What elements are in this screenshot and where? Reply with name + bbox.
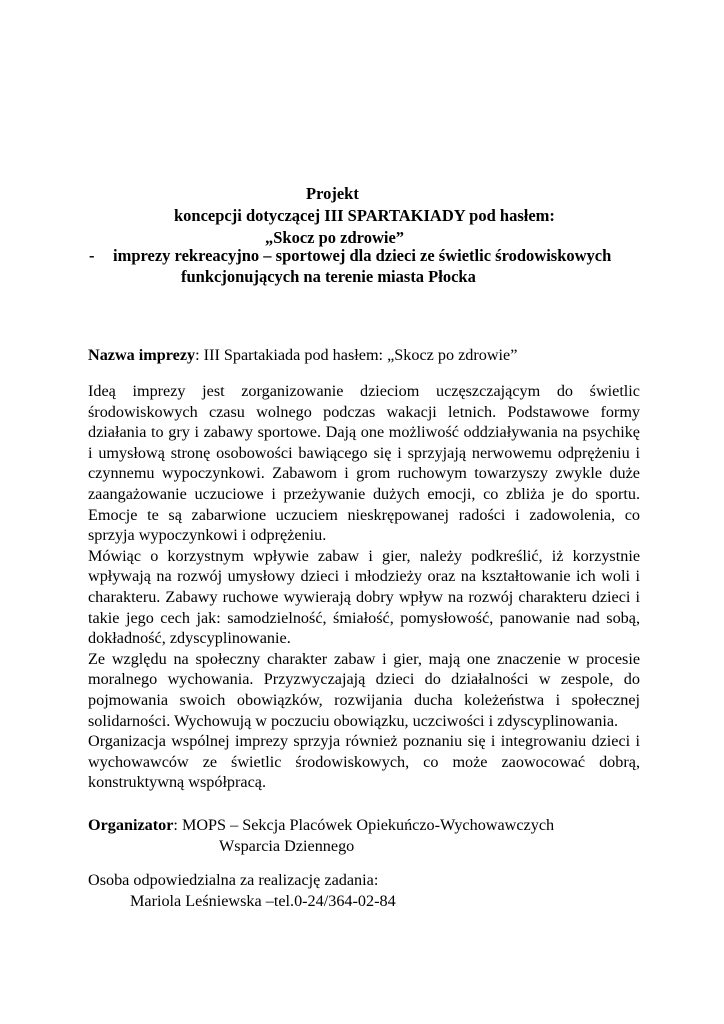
title-imprezy-line bbox=[89, 245, 611, 267]
paragraph-social: Ze względu na społeczny charakter zabaw i gier, mają one znaczenie w procesie moralnego wychowania. Przyzwyczajają dzieci do działalności w zespole, do pojmowania swoich obowiązków, rozwijania ducha koleżeństwa i społecznej solidarności. Wychowują w poczuciu obowiązku, uczciwości i zdyscyplinowania. bbox=[88, 649, 640, 730]
responsible-label: Osoba odpowiedzialna za realizację zadania: bbox=[88, 871, 379, 889]
title-imprezy-text: imprezy rekreacyjno – sportowej dla dzieci ze świetlic środowiskowych bbox=[113, 246, 612, 265]
title-koncepcji: koncepcji dotyczącej III SPARTAKIADY pod hasłem: bbox=[174, 206, 555, 225]
paragraph-organization: Organizacja wspólnej imprezy sprzyja również poznaniu się i integrowaniu dzieci i wychowawców ze świetlic środowiskowych, co może zaowocować dobrą, konstruktywną współpracą. bbox=[88, 732, 640, 792]
title-funkcjonujacych: funkcjonujących na terenie miasta Płocka bbox=[181, 267, 476, 286]
paragraph-influence: Mówiąc o korzystnym wpływie zabaw i gier, należy podkreślić, iż korzystnie wpływają na rozwój umysłowy dzieci i młodzieży oraz na kształtowanie ich woli i charakteru. Zabawy ruchowe wywierają dobry wpływ na rozwój charakteru dzieci i takie jego cech jak: samodzielność, śmiałość, pomysłowość, panowanie nad sobą, dokładność, zdyscyplinowanie. bbox=[88, 546, 640, 648]
event-name-label: Nazwa imprezy bbox=[88, 346, 196, 364]
organizer-line1 bbox=[88, 816, 554, 834]
organizer-label: Organizator bbox=[88, 816, 174, 834]
event-name-value: : III Spartakiada pod hasłem: „Skocz po zdrowie” bbox=[195, 346, 518, 364]
organizer-value-line2: Wsparcia Dziennego bbox=[219, 836, 355, 855]
responsible-contact: Mariola Leśniewska –tel.0-24/364-02-84 bbox=[130, 891, 396, 910]
title-projekt: Projekt bbox=[306, 184, 359, 203]
organizer-value: : MOPS – Sekcja Placówek Opiekuńczo-Wychowawczych bbox=[173, 816, 555, 834]
paragraph-idea: Ideą imprezy jest zorganizowanie dzieciom uczęszczającym do świetlic środowiskowych czasu wolnego podczas wakacji letnich. Podstawowe formy działania to gry i zabawy sportowe. Dają one możliwość oddziaływania na psychikę i umysłową stronę osobowości bawiącego się i sprzyjają nerwowemu odprężeniu i czynnemu wypoczynkowi. Zabawom i grom ruchowym towarzyszy zwykle duże zaangażowanie uczuciowe i przeżywanie dużych emocji, co zbliża je do sportu. Emocje te są zabarwione uczuciem nieskrępowanej radości i zadowolenia, co sprzyja wypoczynkowi i odprężeniu. bbox=[88, 382, 640, 545]
bullet-dash: - bbox=[89, 246, 95, 265]
event-name bbox=[88, 345, 640, 366]
title-slogan: „Skocz po zdrowie” bbox=[265, 228, 405, 247]
description-block bbox=[88, 381, 640, 793]
organizer bbox=[88, 815, 640, 856]
responsible-person bbox=[88, 870, 640, 911]
